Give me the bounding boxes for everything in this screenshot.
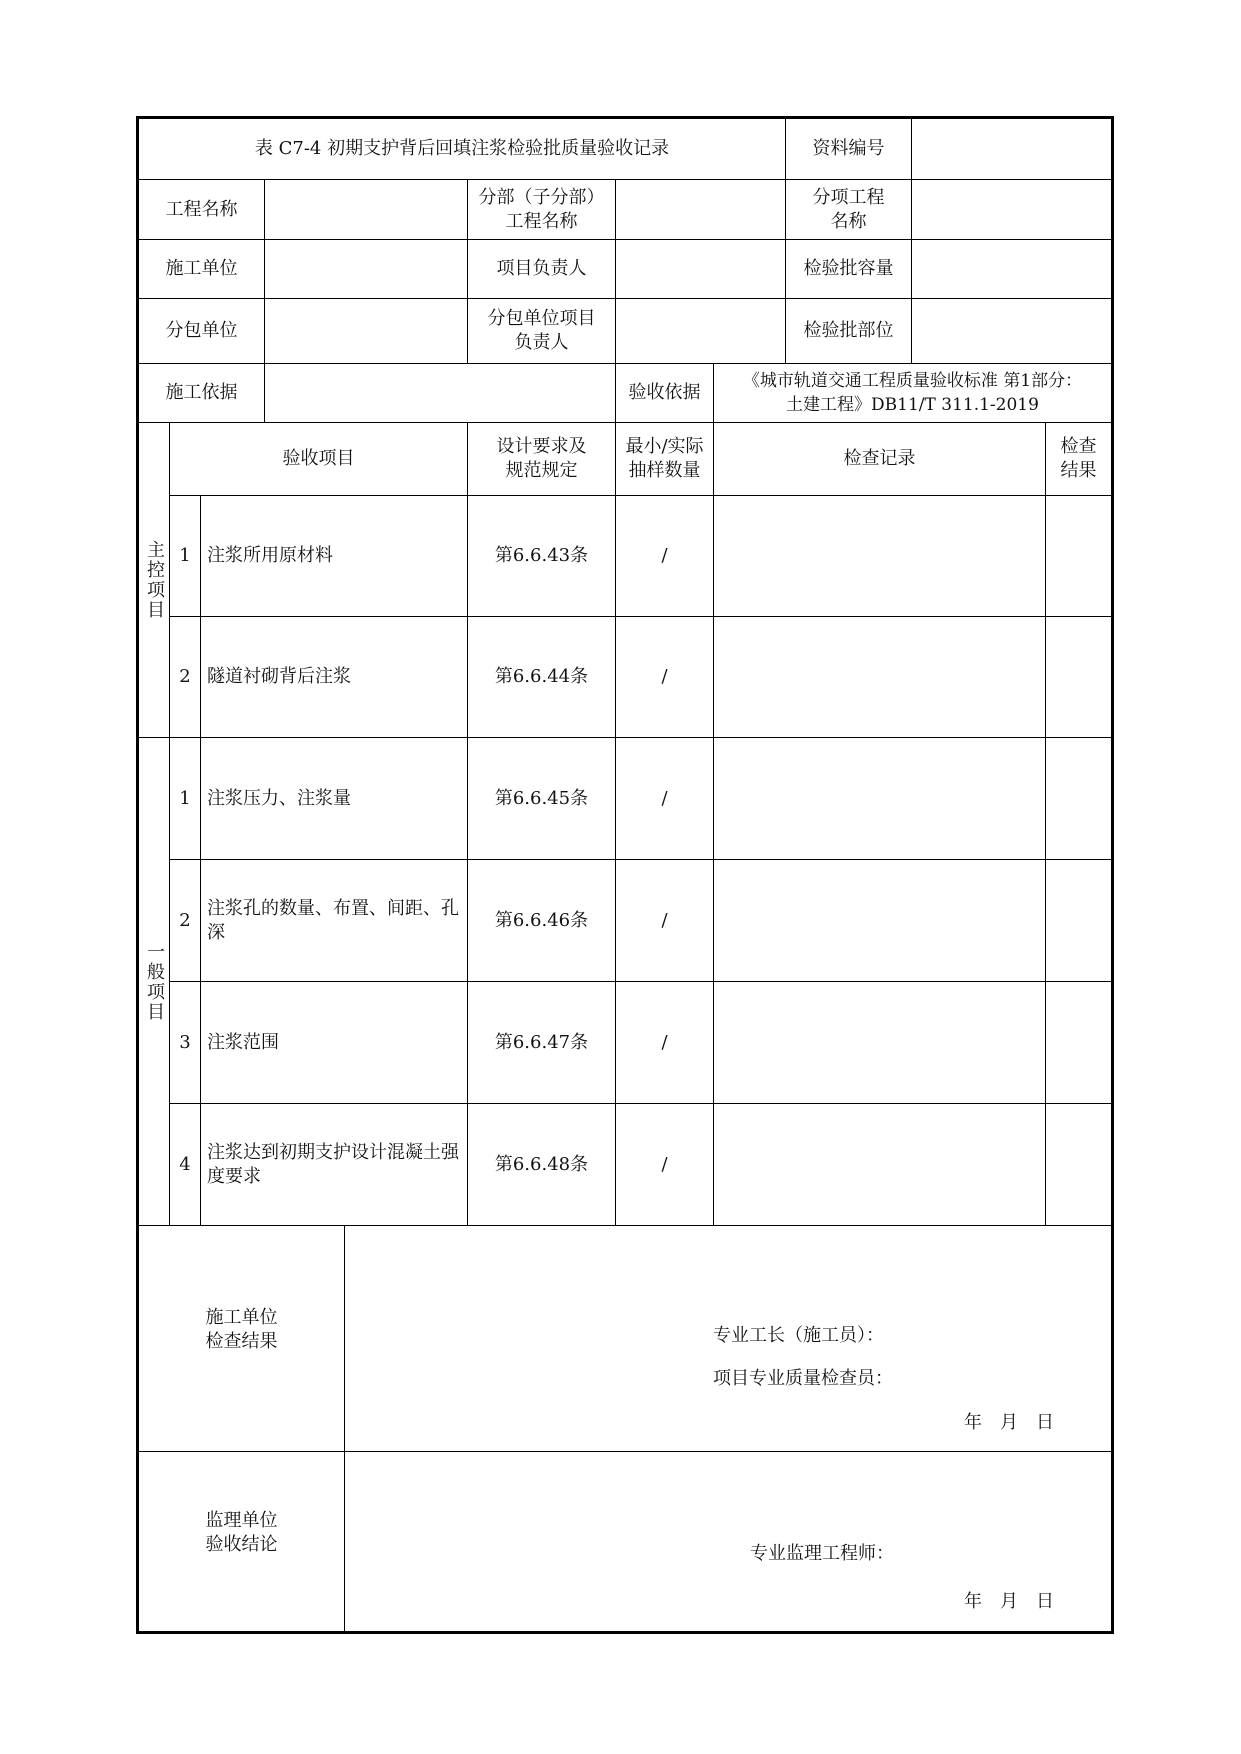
main-item-1-result[interactable] [1046, 496, 1111, 617]
contractor-field[interactable] [265, 240, 468, 299]
general-item-4-no: 4 [170, 1104, 201, 1226]
general-item-1-sample[interactable]: / [616, 738, 714, 860]
general-item-4-name: 注浆达到初期支护设计混凝土强度要求 [201, 1104, 468, 1226]
general-item-2-clause: 第6.6.46条 [468, 860, 616, 982]
subcontractor-field[interactable] [265, 299, 468, 364]
main-item-1-name: 注浆所用原材料 [201, 496, 468, 617]
column-item: 验收项目 [170, 423, 468, 496]
supervisor-check-area[interactable] [345, 1452, 1111, 1631]
supervising-engineer-signature-label: 专业监理工程师： [750, 1543, 894, 1564]
acceptance-basis-label: 验收依据 [616, 364, 714, 423]
main-item-1-sample[interactable]: / [616, 496, 714, 617]
contractor-check-label: 施工单位 检查结果 [139, 1226, 345, 1452]
column-requirement: 设计要求及 规范规定 [468, 423, 616, 496]
general-item-3-clause: 第6.6.47条 [468, 982, 616, 1104]
general-item-4-record[interactable] [714, 1104, 1046, 1226]
sub-manager-label: 分包单位项目 负责人 [468, 299, 616, 364]
main-item-2-clause: 第6.6.44条 [468, 617, 616, 738]
form-title: 表 C7-4 初期支护背后回填注浆检验批质量验收记录 [139, 119, 786, 180]
general-item-4-result[interactable] [1046, 1104, 1111, 1226]
main-item-2-result[interactable] [1046, 617, 1111, 738]
general-item-1-result[interactable] [1046, 738, 1111, 860]
general-item-3-sample[interactable]: / [616, 982, 714, 1104]
main-item-1-no: 1 [170, 496, 201, 617]
foreman-signature-label: 专业工长（施工员）： [713, 1325, 884, 1346]
contractor-check-date[interactable]: 年 月 日 [964, 1412, 1054, 1433]
general-item-3-result[interactable] [1046, 982, 1111, 1104]
project-name-label: 工程名称 [139, 180, 265, 240]
batch-location-label: 检验批部位 [786, 299, 912, 364]
supervisor-check-label: 监理单位 验收结论 [139, 1452, 345, 1631]
main-item-2-no: 2 [170, 617, 201, 738]
supervisor-check-date[interactable]: 年 月 日 [964, 1591, 1054, 1612]
general-item-2-record[interactable] [714, 860, 1046, 982]
subcontractor-label: 分包单位 [139, 299, 265, 364]
general-item-2-no: 2 [170, 860, 201, 982]
acceptance-basis-value: 《城市轨道交通工程质量验收标准 第1部分： 土建工程》DB11/T 311.1-2019 [714, 364, 1111, 423]
batch-capacity-label: 检验批容量 [786, 240, 912, 299]
general-group-label: 一般项目 [139, 738, 170, 1226]
subitem-label: 分项工程 名称 [786, 180, 912, 240]
general-item-4-clause: 第6.6.48条 [468, 1104, 616, 1226]
main-item-1-clause: 第6.6.43条 [468, 496, 616, 617]
batch-location-field[interactable] [912, 299, 1111, 364]
batch-capacity-field[interactable] [912, 240, 1111, 299]
general-item-2-result[interactable] [1046, 860, 1111, 982]
general-item-3-record[interactable] [714, 982, 1046, 1104]
general-item-4-sample[interactable]: / [616, 1104, 714, 1226]
main-item-2-sample[interactable]: / [616, 617, 714, 738]
general-item-1-no: 1 [170, 738, 201, 860]
doc-no-field[interactable] [912, 119, 1111, 180]
general-item-2-name: 注浆孔的数量、布置、间距、孔深 [201, 860, 468, 982]
sub-manager-field[interactable] [616, 299, 786, 364]
doc-no-label: 资料编号 [786, 119, 912, 180]
subdivision-label: 分部（子分部） 工程名称 [468, 180, 616, 240]
subdivision-field[interactable] [616, 180, 786, 240]
general-item-3-name: 注浆范围 [201, 982, 468, 1104]
main-item-2-name: 隧道衬砌背后注浆 [201, 617, 468, 738]
general-item-3-no: 3 [170, 982, 201, 1104]
acceptance-record-form [136, 116, 1114, 1634]
general-item-2-sample[interactable]: / [616, 860, 714, 982]
contractor-label: 施工单位 [139, 240, 265, 299]
subitem-field[interactable] [912, 180, 1111, 240]
project-manager-field[interactable] [616, 240, 786, 299]
project-manager-label: 项目负责人 [468, 240, 616, 299]
quality-inspector-signature-label: 项目专业质量检查员： [713, 1368, 893, 1389]
main-control-group-label: 主控项目 [139, 423, 170, 738]
construction-basis-label: 施工依据 [139, 364, 265, 423]
project-name-field[interactable] [265, 180, 468, 240]
general-item-1-clause: 第6.6.45条 [468, 738, 616, 860]
construction-basis-field[interactable] [265, 364, 616, 423]
contractor-check-area[interactable] [345, 1226, 1111, 1452]
general-item-1-name: 注浆压力、注浆量 [201, 738, 468, 860]
column-sampling: 最小/实际 抽样数量 [616, 423, 714, 496]
column-result: 检查 结果 [1046, 423, 1111, 496]
main-item-2-record[interactable] [714, 617, 1046, 738]
general-item-1-record[interactable] [714, 738, 1046, 860]
column-record: 检查记录 [714, 423, 1046, 496]
main-item-1-record[interactable] [714, 496, 1046, 617]
